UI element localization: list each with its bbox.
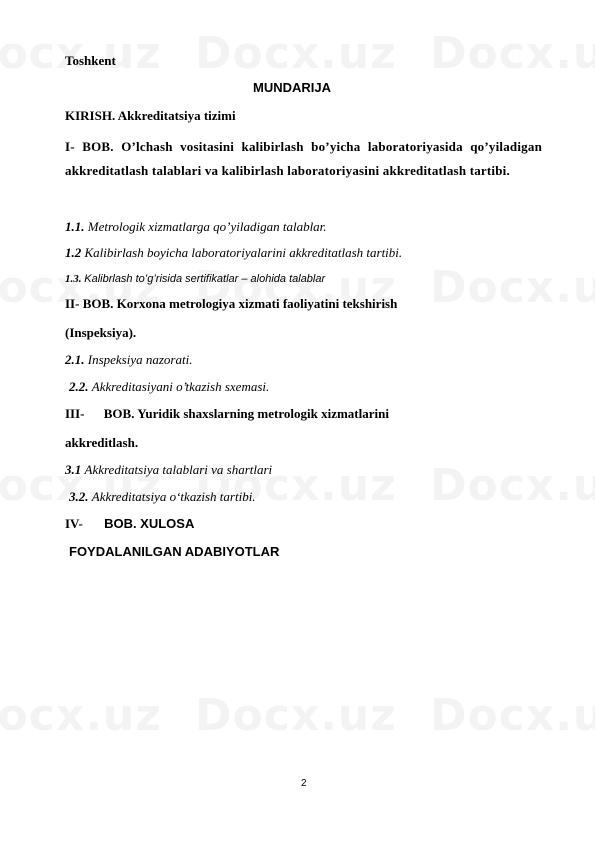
toc-section-2-2 — [69, 379, 269, 395]
toc-chapter-3-title: BOB. Yuridik shaxslarning metrologik xizmatlarini — [103, 406, 389, 421]
watermark — [195, 690, 397, 741]
toc-chapter-2-number: II- — [65, 296, 80, 311]
toc-section-number: 2.2. — [69, 379, 89, 394]
watermark — [430, 460, 595, 511]
toc-section-title: Akkreditatsiya o‘tkazish tartibi. — [91, 489, 256, 504]
toc-section-title: Kalibrlash to’g’risida sertifikatlar – alohida talablar — [84, 273, 326, 285]
toc-chapter-1-number: I- — [65, 139, 75, 154]
toc-references: FOYDALANILGAN ADABIYOTLAR — [69, 544, 280, 559]
toc-section-title: Metrologik xizmatlarga qo’yiladigan talablar. — [87, 219, 327, 234]
page-title: MUNDARIJA — [253, 80, 331, 95]
toc-chapter-3 — [65, 406, 389, 422]
toc-chapter-1-title: BOB. O’lchash vositasini kalibirlash bo’yicha laboratoriyasida qo’yiladigan akkreditatlash talablari va kalibirlash laboratoriyasini akkreditatlash tartibi. — [65, 139, 542, 178]
toc-section-2-1 — [65, 352, 192, 368]
watermark — [195, 28, 397, 79]
toc-section-number: 3.2. — [69, 489, 89, 504]
toc-section-number: 2.1. — [65, 352, 85, 367]
toc-chapter-2 — [65, 296, 397, 312]
toc-section-1-3 — [65, 273, 325, 285]
toc-section-title: Inspeksiya nazorati. — [87, 352, 193, 367]
page-number: 2 — [301, 778, 307, 789]
toc-section-title: Akkreditasiyani o’tkazish sxemasi. — [91, 379, 270, 394]
toc-section-number: 1.3. — [65, 273, 82, 285]
watermark — [430, 690, 595, 741]
toc-section-number: 3.1 — [65, 462, 82, 477]
toc-chapter-4-title: BOB. XULOSA — [104, 516, 195, 531]
toc-section-title: Akkreditatsiya talablari va shartlari — [84, 462, 273, 477]
toc-chapter-4 — [65, 516, 194, 532]
city-name: Toshkent — [65, 53, 116, 68]
toc-chapter-1 — [65, 135, 542, 182]
toc-section-3-1 — [65, 462, 272, 478]
watermark — [430, 28, 595, 79]
toc-intro: KIRISH. Akkreditatsiya tizimi — [65, 108, 236, 123]
toc-section-1-2 — [65, 245, 402, 261]
watermark — [0, 690, 162, 741]
toc-chapter-4-number: IV- — [65, 516, 83, 531]
toc-chapter-2-continued: (Inspeksiya). — [65, 325, 137, 340]
toc-section-title: Kalibirlash boyicha laboratoriyalarini akkreditatlash tartibi. — [84, 245, 403, 260]
toc-section-number: 1.2 — [65, 245, 82, 260]
toc-chapter-3-number: III- — [65, 406, 85, 421]
toc-section-1-1 — [65, 219, 327, 235]
toc-section-3-2 — [69, 489, 256, 505]
toc-section-number: 1.1. — [65, 219, 85, 234]
watermark — [430, 262, 595, 313]
toc-chapter-3-continued: akkreditlash. — [65, 435, 139, 450]
toc-chapter-2-title: BOB. Korxona metrologiya xizmati faoliyatini tekshirish — [82, 296, 398, 311]
